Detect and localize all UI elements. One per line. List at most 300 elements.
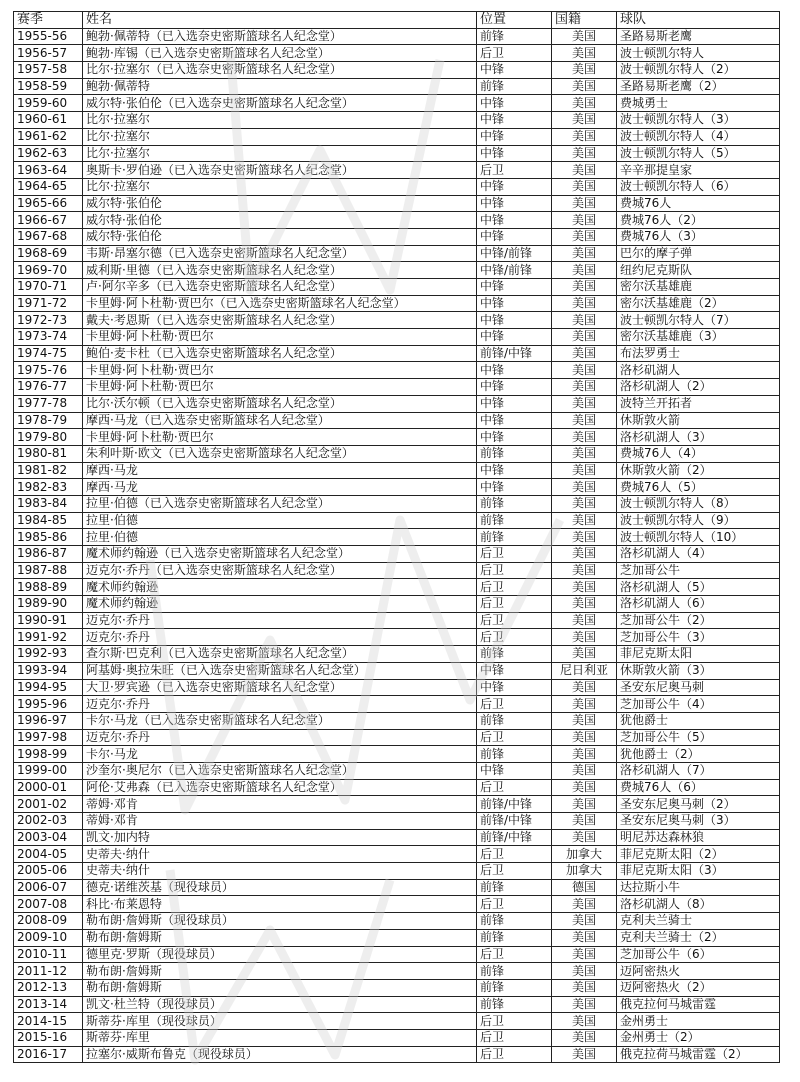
- cell-season: 1970-71: [14, 279, 83, 296]
- cell-name: 比尔·沃尔顿（已入选奈史密斯篮球名人纪念堂）: [83, 395, 477, 412]
- cell-position: 前锋/中锋: [477, 796, 552, 813]
- table-row: [14, 796, 780, 813]
- cell-team: 密尔沃基雄鹿（2）: [617, 295, 780, 312]
- cell-position: 中锋: [477, 395, 552, 412]
- table-row: [14, 979, 780, 996]
- table-row: [14, 112, 780, 129]
- cell-nationality: 美国: [552, 62, 617, 79]
- table-row: [14, 1013, 780, 1030]
- table-body: [14, 28, 780, 1063]
- cell-team: 犹他爵士（2）: [617, 746, 780, 763]
- cell-position: 中锋: [477, 762, 552, 779]
- cell-nationality: 美国: [552, 112, 617, 129]
- cell-name: 威尔特·张伯伦: [83, 228, 477, 245]
- cell-position: 前锋: [477, 963, 552, 980]
- cell-nationality: 美国: [552, 312, 617, 329]
- cell-nationality: 美国: [552, 1013, 617, 1030]
- cell-name: 迈克尔·乔丹: [83, 696, 477, 713]
- cell-nationality: 美国: [552, 362, 617, 379]
- table-row: [14, 512, 780, 529]
- cell-team: 芝加哥公牛（4）: [617, 696, 780, 713]
- cell-name: 比尔·拉塞尔: [83, 145, 477, 162]
- cell-position: 前锋: [477, 712, 552, 729]
- table-row: [14, 1046, 780, 1063]
- table-row: [14, 946, 780, 963]
- cell-position: 后卫: [477, 696, 552, 713]
- table-row: [14, 45, 780, 62]
- cell-nationality: 美国: [552, 178, 617, 195]
- cell-name: 蒂姆·邓肯: [83, 796, 477, 813]
- cell-season: 2013-14: [14, 996, 83, 1013]
- cell-position: 中锋: [477, 128, 552, 145]
- cell-nationality: 美国: [552, 896, 617, 913]
- cell-nationality: 美国: [552, 963, 617, 980]
- cell-name: 卡里姆·阿卜杜勒·贾巴尔: [83, 362, 477, 379]
- table-row: [14, 279, 780, 296]
- cell-season: 1962-63: [14, 145, 83, 162]
- cell-season: 1979-80: [14, 429, 83, 446]
- cell-season: 2016-17: [14, 1046, 83, 1063]
- cell-season: 1967-68: [14, 228, 83, 245]
- table-row: [14, 245, 780, 262]
- cell-position: 中锋: [477, 362, 552, 379]
- cell-team: 洛杉矶湖人（5）: [617, 579, 780, 596]
- cell-team: 芝加哥公牛（2）: [617, 612, 780, 629]
- cell-season: 2014-15: [14, 1013, 83, 1030]
- cell-team: 费城76人（5）: [617, 479, 780, 496]
- cell-nationality: 美国: [552, 45, 617, 62]
- cell-nationality: 美国: [552, 78, 617, 95]
- cell-team: 波士顿凯尔特人（7）: [617, 312, 780, 329]
- cell-position: 后卫: [477, 1046, 552, 1063]
- cell-team: 密尔沃基雄鹿: [617, 279, 780, 296]
- cell-name: 威利斯·里德（已入选奈史密斯篮球名人纪念堂）: [83, 262, 477, 279]
- cell-team: 波士顿凯尔特人（4）: [617, 128, 780, 145]
- cell-season: 2011-12: [14, 963, 83, 980]
- cell-nationality: 美国: [552, 95, 617, 112]
- table-row: [14, 579, 780, 596]
- table-row: [14, 696, 780, 713]
- cell-team: 芝加哥公牛: [617, 562, 780, 579]
- cell-position: 前锋: [477, 646, 552, 663]
- cell-season: 1966-67: [14, 212, 83, 229]
- cell-team: 犹他爵士: [617, 712, 780, 729]
- cell-position: 中锋: [477, 662, 552, 679]
- cell-position: 中锋: [477, 479, 552, 496]
- table-row: [14, 212, 780, 229]
- cell-season: 1961-62: [14, 128, 83, 145]
- cell-team: 波特兰开拓者: [617, 395, 780, 412]
- cell-nationality: 美国: [552, 979, 617, 996]
- table-row: [14, 62, 780, 79]
- table-row: [14, 162, 780, 179]
- cell-team: 费城勇士: [617, 95, 780, 112]
- cell-team: 芝加哥公牛（5）: [617, 729, 780, 746]
- cell-nationality: 美国: [552, 696, 617, 713]
- cell-name: 查尔斯·巴克利（已入选奈史密斯篮球名人纪念堂）: [83, 646, 477, 663]
- cell-position: 后卫: [477, 162, 552, 179]
- cell-season: 1963-64: [14, 162, 83, 179]
- cell-season: 1984-85: [14, 512, 83, 529]
- cell-season: 2003-04: [14, 829, 83, 846]
- table-row: [14, 345, 780, 362]
- cell-position: 后卫: [477, 612, 552, 629]
- cell-name: 鲍勃·佩蒂特: [83, 78, 477, 95]
- table-row: [14, 445, 780, 462]
- cell-team: 菲尼克斯太阳（3）: [617, 863, 780, 880]
- cell-name: 拉里·伯德: [83, 529, 477, 546]
- cell-position: 中锋: [477, 429, 552, 446]
- cell-nationality: 美国: [552, 813, 617, 830]
- table-row: [14, 679, 780, 696]
- cell-name: 拉塞尔·威斯布鲁克（现役球员）: [83, 1046, 477, 1063]
- cell-nationality: 美国: [552, 412, 617, 429]
- table-row: [14, 412, 780, 429]
- cell-team: 圣安东尼奥马刺（2）: [617, 796, 780, 813]
- table-row: [14, 429, 780, 446]
- cell-team: 费城76人（3）: [617, 228, 780, 245]
- cell-name: 迈克尔·乔丹: [83, 612, 477, 629]
- table-row: [14, 863, 780, 880]
- cell-team: 辛辛那提皇家: [617, 162, 780, 179]
- cell-team: 纽约尼克斯队: [617, 262, 780, 279]
- cell-team: 巴尔的摩子弹: [617, 245, 780, 262]
- cell-position: 中锋: [477, 112, 552, 129]
- cell-season: 1990-91: [14, 612, 83, 629]
- cell-season: 2002-03: [14, 813, 83, 830]
- cell-position: 中锋: [477, 95, 552, 112]
- cell-season: 1983-84: [14, 495, 83, 512]
- cell-name: 摩西·马龙: [83, 462, 477, 479]
- cell-name: 科比·布莱恩特: [83, 896, 477, 913]
- cell-name: 威尔特·张伯伦: [83, 195, 477, 212]
- header-position: 位置: [477, 12, 552, 29]
- table-row: [14, 629, 780, 646]
- cell-nationality: 美国: [552, 379, 617, 396]
- header-name: 姓名: [83, 12, 477, 29]
- cell-nationality: 美国: [552, 579, 617, 596]
- cell-position: 后卫: [477, 779, 552, 796]
- cell-nationality: 美国: [552, 596, 617, 613]
- table-row: [14, 312, 780, 329]
- table-row: [14, 996, 780, 1013]
- table-row: [14, 228, 780, 245]
- cell-position: 前锋: [477, 746, 552, 763]
- cell-name: 勒布朗·詹姆斯: [83, 979, 477, 996]
- cell-season: 2000-01: [14, 779, 83, 796]
- cell-position: 后卫: [477, 562, 552, 579]
- cell-season: 1994-95: [14, 679, 83, 696]
- cell-season: 1968-69: [14, 245, 83, 262]
- cell-season: 1973-74: [14, 329, 83, 346]
- cell-team: 克利夫兰骑士: [617, 913, 780, 930]
- table-row: [14, 462, 780, 479]
- cell-team: 波士顿凯尔特人: [617, 45, 780, 62]
- cell-position: 中锋: [477, 412, 552, 429]
- table-row: [14, 178, 780, 195]
- cell-team: 圣安东尼奥马刺: [617, 679, 780, 696]
- cell-name: 沙奎尔·奥尼尔（已入选奈史密斯篮球名人纪念堂）: [83, 762, 477, 779]
- cell-position: 中锋: [477, 329, 552, 346]
- cell-name: 奥斯卡·罗伯逊（已入选奈史密斯篮球名人纪念堂）: [83, 162, 477, 179]
- cell-position: 后卫: [477, 546, 552, 563]
- cell-name: 斯蒂芬·库里: [83, 1029, 477, 1046]
- cell-position: 中锋: [477, 212, 552, 229]
- cell-team: 休斯敦火箭（3）: [617, 662, 780, 679]
- table-row: [14, 95, 780, 112]
- cell-team: 波士顿凯尔特人（9）: [617, 512, 780, 529]
- cell-nationality: 美国: [552, 612, 617, 629]
- table-row: [14, 646, 780, 663]
- table-row: [14, 128, 780, 145]
- cell-team: 俄克拉何马城雷霆: [617, 996, 780, 1013]
- cell-position: 后卫: [477, 846, 552, 863]
- cell-position: 后卫: [477, 629, 552, 646]
- cell-name: 鲍勃·佩蒂特（已入选奈史密斯篮球名人纪念堂）: [83, 28, 477, 45]
- table-row: [14, 846, 780, 863]
- cell-position: 中锋: [477, 228, 552, 245]
- cell-name: 魔术师约翰逊: [83, 579, 477, 596]
- cell-team: 费城76人: [617, 195, 780, 212]
- cell-name: 威尔特·张伯伦（已入选奈史密斯篮球名人纪念堂）: [83, 95, 477, 112]
- cell-position: 后卫: [477, 729, 552, 746]
- table-row: [14, 596, 780, 613]
- cell-season: 1982-83: [14, 479, 83, 496]
- cell-season: 2004-05: [14, 846, 83, 863]
- cell-team: 休斯敦火箭: [617, 412, 780, 429]
- cell-nationality: 加拿大: [552, 863, 617, 880]
- cell-position: 后卫: [477, 45, 552, 62]
- cell-team: 波士顿凯尔特人（8）: [617, 495, 780, 512]
- cell-position: 中锋: [477, 279, 552, 296]
- cell-nationality: 美国: [552, 779, 617, 796]
- cell-team: 休斯敦火箭（2）: [617, 462, 780, 479]
- cell-name: 比尔·拉塞尔: [83, 112, 477, 129]
- cell-season: 2010-11: [14, 946, 83, 963]
- cell-season: 1960-61: [14, 112, 83, 129]
- cell-season: 1956-57: [14, 45, 83, 62]
- cell-nationality: 美国: [552, 913, 617, 930]
- table-row: [14, 762, 780, 779]
- cell-season: 1957-58: [14, 62, 83, 79]
- cell-position: 中锋: [477, 462, 552, 479]
- cell-position: 中锋: [477, 312, 552, 329]
- cell-nationality: 美国: [552, 295, 617, 312]
- table-row: [14, 78, 780, 95]
- table-row: [14, 546, 780, 563]
- cell-nationality: 美国: [552, 195, 617, 212]
- header-team: 球队: [617, 12, 780, 29]
- cell-nationality: 美国: [552, 712, 617, 729]
- cell-position: 前锋: [477, 78, 552, 95]
- cell-nationality: 美国: [552, 1029, 617, 1046]
- cell-name: 魔术师约翰逊（已入选奈史密斯篮球名人纪念堂）: [83, 546, 477, 563]
- cell-season: 2015-16: [14, 1029, 83, 1046]
- cell-name: 卡尔·马龙（已入选奈史密斯篮球名人纪念堂）: [83, 712, 477, 729]
- cell-season: 1998-99: [14, 746, 83, 763]
- cell-name: 大卫·罗宾逊（已入选奈史密斯篮球名人纪念堂）: [83, 679, 477, 696]
- cell-team: 波士顿凯尔特人（10）: [617, 529, 780, 546]
- cell-team: 迈阿密热火: [617, 963, 780, 980]
- cell-nationality: 美国: [552, 929, 617, 946]
- cell-nationality: 美国: [552, 996, 617, 1013]
- cell-position: 中锋: [477, 379, 552, 396]
- cell-name: 比尔·拉塞尔: [83, 128, 477, 145]
- cell-position: 前锋/中锋: [477, 829, 552, 846]
- cell-team: 金州勇士: [617, 1013, 780, 1030]
- cell-position: 后卫: [477, 596, 552, 613]
- cell-name: 魔术师约翰逊: [83, 596, 477, 613]
- cell-team: 洛杉矶湖人（6）: [617, 596, 780, 613]
- table-row: [14, 896, 780, 913]
- cell-nationality: 美国: [552, 529, 617, 546]
- cell-name: 迈克尔·乔丹: [83, 729, 477, 746]
- cell-team: 洛杉矶湖人（2）: [617, 379, 780, 396]
- table-row: [14, 28, 780, 45]
- cell-season: 1964-65: [14, 178, 83, 195]
- cell-position: 前锋: [477, 979, 552, 996]
- cell-season: 2009-10: [14, 929, 83, 946]
- header-nationality: 国籍: [552, 12, 617, 29]
- cell-team: 圣安东尼奥马刺（3）: [617, 813, 780, 830]
- cell-season: 1996-97: [14, 712, 83, 729]
- cell-nationality: 美国: [552, 162, 617, 179]
- cell-nationality: 美国: [552, 245, 617, 262]
- cell-season: 1993-94: [14, 662, 83, 679]
- cell-name: 威尔特·张伯伦: [83, 212, 477, 229]
- cell-season: 1995-96: [14, 696, 83, 713]
- cell-season: 1987-88: [14, 562, 83, 579]
- cell-nationality: 美国: [552, 729, 617, 746]
- cell-season: 1981-82: [14, 462, 83, 479]
- table-row: [14, 879, 780, 896]
- table-row: [14, 479, 780, 496]
- cell-season: 1989-90: [14, 596, 83, 613]
- cell-team: 金州勇士（2）: [617, 1029, 780, 1046]
- mvp-table-container: [13, 11, 780, 1063]
- cell-position: 中锋: [477, 295, 552, 312]
- cell-season: 1991-92: [14, 629, 83, 646]
- cell-team: 波士顿凯尔特人（6）: [617, 178, 780, 195]
- cell-nationality: 美国: [552, 145, 617, 162]
- cell-team: 俄克拉荷马城雷霆（2）: [617, 1046, 780, 1063]
- cell-position: 后卫: [477, 579, 552, 596]
- cell-nationality: 美国: [552, 262, 617, 279]
- table-row: [14, 963, 780, 980]
- cell-name: 勒布朗·詹姆斯: [83, 963, 477, 980]
- table-row: [14, 195, 780, 212]
- table-row: [14, 829, 780, 846]
- cell-season: 1976-77: [14, 379, 83, 396]
- table-header-row: [14, 12, 780, 29]
- cell-season: 1985-86: [14, 529, 83, 546]
- cell-nationality: 美国: [552, 279, 617, 296]
- cell-name: 迈克尔·乔丹（已入选奈史密斯篮球名人纪念堂）: [83, 562, 477, 579]
- cell-nationality: 美国: [552, 445, 617, 462]
- cell-name: 卡尔·马龙: [83, 746, 477, 763]
- cell-nationality: 美国: [552, 462, 617, 479]
- cell-name: 鲍勃·库锡（已入选奈史密斯篮球名人纪念堂）: [83, 45, 477, 62]
- cell-name: 卢·阿尔辛多（已入选奈史密斯篮球名人纪念堂）: [83, 279, 477, 296]
- cell-season: 1980-81: [14, 445, 83, 462]
- cell-season: 1975-76: [14, 362, 83, 379]
- cell-position: 前锋: [477, 28, 552, 45]
- cell-team: 波士顿凯尔特人（3）: [617, 112, 780, 129]
- cell-team: 芝加哥公牛（3）: [617, 629, 780, 646]
- cell-team: 圣路易斯老鹰: [617, 28, 780, 45]
- cell-name: 卡里姆·阿卜杜勒·贾巴尔: [83, 329, 477, 346]
- cell-team: 费城76人（2）: [617, 212, 780, 229]
- table-row: [14, 362, 780, 379]
- cell-nationality: 美国: [552, 345, 617, 362]
- table-row: [14, 779, 780, 796]
- cell-position: 中锋: [477, 145, 552, 162]
- table-row: [14, 712, 780, 729]
- cell-team: 菲尼克斯太阳（2）: [617, 846, 780, 863]
- cell-position: 后卫: [477, 1013, 552, 1030]
- cell-name: 勒布朗·詹姆斯（现役球员）: [83, 913, 477, 930]
- cell-season: 2001-02: [14, 796, 83, 813]
- cell-nationality: 美国: [552, 629, 617, 646]
- header-season: 赛季: [14, 12, 83, 29]
- cell-name: 阿伦·艾弗森（已入选奈史密斯篮球名人纪念堂）: [83, 779, 477, 796]
- table-row: [14, 295, 780, 312]
- cell-season: 2008-09: [14, 913, 83, 930]
- cell-team: 圣路易斯老鹰（2）: [617, 78, 780, 95]
- cell-name: 戴夫·考恩斯（已入选奈史密斯篮球名人纪念堂）: [83, 312, 477, 329]
- cell-season: 1999-00: [14, 762, 83, 779]
- table-row: [14, 262, 780, 279]
- cell-season: 2006-07: [14, 879, 83, 896]
- cell-name: 蒂姆·邓肯: [83, 813, 477, 830]
- cell-team: 洛杉矶湖人: [617, 362, 780, 379]
- cell-nationality: 德国: [552, 879, 617, 896]
- table-row: [14, 562, 780, 579]
- cell-season: 1965-66: [14, 195, 83, 212]
- cell-position: 前锋: [477, 529, 552, 546]
- cell-season: 1959-60: [14, 95, 83, 112]
- table-row: [14, 529, 780, 546]
- cell-team: 洛杉矶湖人（7）: [617, 762, 780, 779]
- cell-nationality: 美国: [552, 512, 617, 529]
- cell-season: 2007-08: [14, 896, 83, 913]
- cell-nationality: 美国: [552, 495, 617, 512]
- cell-name: 史蒂夫·纳什: [83, 846, 477, 863]
- cell-position: 前锋: [477, 445, 552, 462]
- cell-position: 后卫: [477, 896, 552, 913]
- cell-season: 1972-73: [14, 312, 83, 329]
- cell-position: 后卫: [477, 946, 552, 963]
- cell-position: 前锋: [477, 879, 552, 896]
- cell-nationality: 美国: [552, 546, 617, 563]
- cell-position: 中锋/前锋: [477, 245, 552, 262]
- cell-season: 1969-70: [14, 262, 83, 279]
- cell-nationality: 美国: [552, 212, 617, 229]
- cell-name: 摩西·马龙: [83, 479, 477, 496]
- cell-team: 洛杉矶湖人（4）: [617, 546, 780, 563]
- table-row: [14, 913, 780, 930]
- cell-name: 德里克·罗斯（现役球员）: [83, 946, 477, 963]
- cell-name: 摩西·马龙（已入选奈史密斯篮球名人纪念堂）: [83, 412, 477, 429]
- cell-season: 2012-13: [14, 979, 83, 996]
- cell-position: 前锋: [477, 929, 552, 946]
- cell-season: 2005-06: [14, 863, 83, 880]
- cell-nationality: 美国: [552, 128, 617, 145]
- cell-team: 布法罗勇士: [617, 345, 780, 362]
- cell-team: 芝加哥公牛（6）: [617, 946, 780, 963]
- cell-nationality: 美国: [552, 1046, 617, 1063]
- cell-season: 1955-56: [14, 28, 83, 45]
